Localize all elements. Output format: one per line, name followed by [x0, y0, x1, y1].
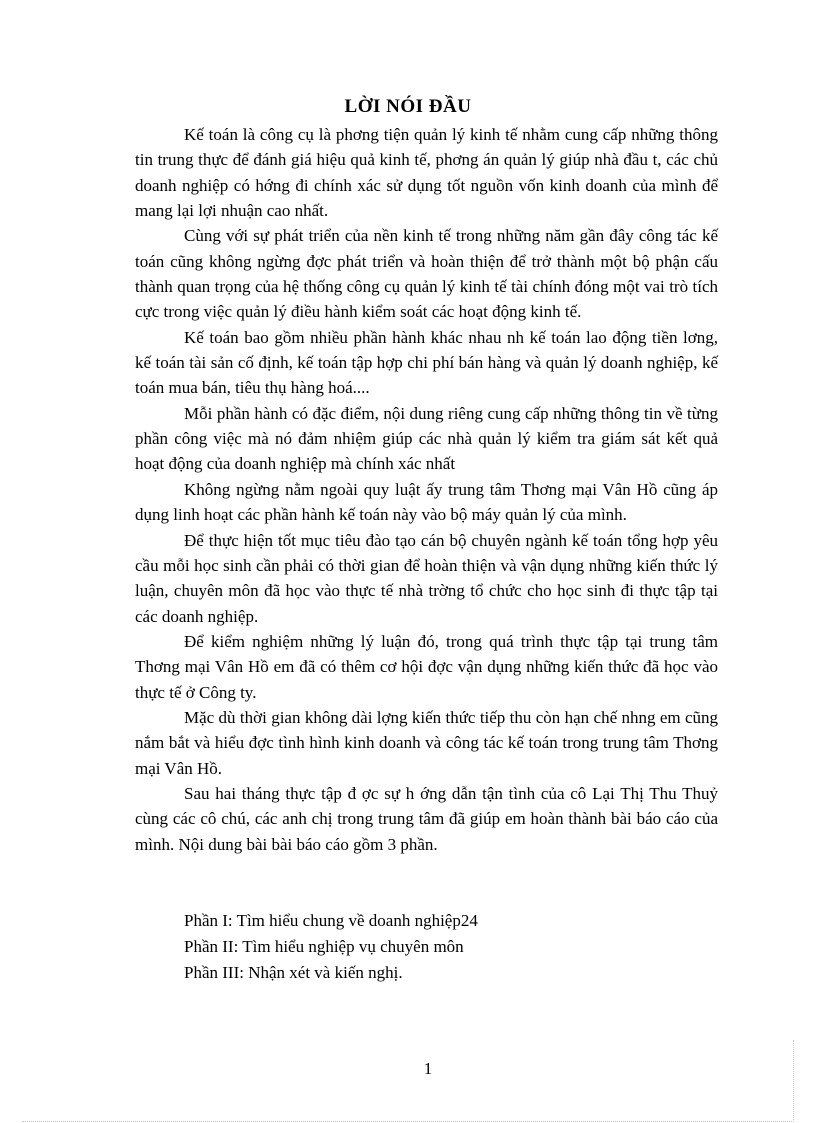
paragraph: Mặc dù thời gian không dài lợng kiến thức tiếp thu còn hạn chế nhng em cũng nắm bắt và hiểu đợc tình hình kinh doanh và công tác kế toán trong trung tâm Thơng mại Vân Hồ.: [135, 707, 718, 778]
paragraph: Mỗi phần hành có đặc điểm, nội dung riêng cung cấp những thông tin về từng phần công việc mà nó đảm nhiệm giúp các nhà quản lý kiểm tra giám sát kết quả hoạt động của doanh nghiệp mà chính xác nhất: [135, 403, 718, 474]
paragraph: Cùng với sự phát triển của nền kinh tế trong những năm gần đây công tác kế toán cũng không ngừng đợc phát triển và hoàn thiện để trở thành một bộ phận cấu thành quan trọng của hệ thống công cụ quản lý kinh tế tài chính đóng một vai trò tích cực trong việc quản lý điều hành kiểm soát các hoạt động kinh tế.: [135, 226, 718, 322]
paragraph: Để kiểm nghiệm những lý luận đó, trong quá trình thực tập tại trung tâm Thơng mại Vân Hồ em đã có thêm cơ hội đợc vận dụng những kiến thức đã học vào thực tế ở Công ty.: [135, 631, 718, 702]
part-item: Phần III: Nhận xét và kiến nghị.: [184, 963, 403, 982]
body-text: [135, 122, 718, 857]
page-border: [22, 1121, 794, 1122]
page-border: [793, 1040, 794, 1122]
paragraph: Không ngừng nằm ngoài quy luật ấy trung tâm Thơng mại Vân Hồ cũng áp dụng linh hoạt các phần hành kế toán này vào bộ máy quản lý của mình.: [135, 479, 718, 525]
part-item: Phần II: Tìm hiểu nghiệp vụ chuyên môn: [184, 937, 464, 956]
paragraph: Kế toán là công cụ là phơng tiện quản lý kinh tế nhằm cung cấp những thông tin trung thực để đánh giá hiệu quả kinh tế, phơng án quản lý giúp nhà đầu t, các chủ doanh nghiệp có hớng đi chính xác sử dụng tốt nguồn vốn kinh doanh của mình để mang lại lợi nhuận cao nhất.: [135, 125, 718, 221]
paragraph: Sau hai tháng thực tập đ ợc sự h ớng dẫn tận tình của cô Lại Thị Thu Thuỷ cùng các cô chú, các anh chị trong trung tâm đã giúp em hoàn thành bài báo cáo của mình. Nội dung bài bài báo cáo gồm 3 phần.: [135, 783, 718, 854]
paragraph: Kế toán bao gồm nhiều phần hành khác nhau nh kế toán lao động tiền lơng, kế toán tài sản cố định, kế toán tập hợp chi phí bán hàng và quản lý doanh nghiệp, kế toán mua bán, tiêu thụ hàng hoá....: [135, 327, 718, 398]
paragraph: Để thực hiện tốt mục tiêu đào tạo cán bộ chuyên ngành kế toán tổng hợp yêu cầu mỗi học sinh cần phải có thời gian để hoàn thiện và vận dụng những kiến thức lý luận, chuyên môn đã học vào thực tế nhà trờng tổ chức cho học sinh đi thực tập tại các doanh nghiệp.: [135, 530, 718, 626]
part-item: Phần I: Tìm hiểu chung về doanh nghiệp24: [184, 911, 478, 930]
page-title: LỜI NÓI ĐẦU: [344, 96, 472, 117]
parts-list: [184, 908, 478, 986]
page-number: 1: [423, 1059, 433, 1078]
